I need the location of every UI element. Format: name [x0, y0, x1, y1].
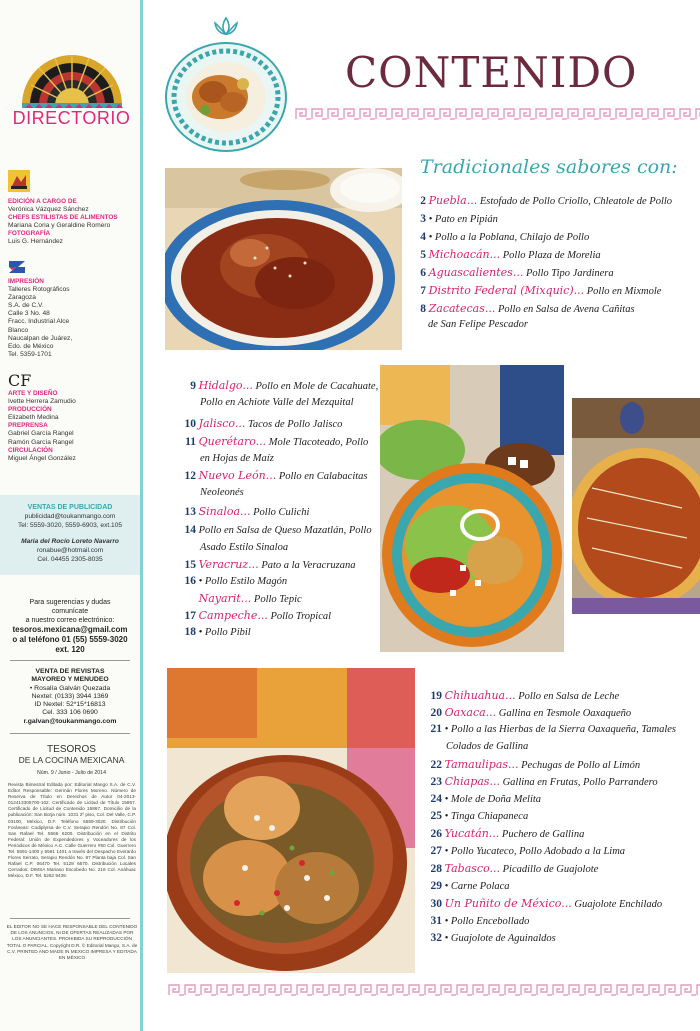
toc-item[interactable]: 10 Jalisco... Tacos de Pollo Jalisco: [184, 417, 343, 430]
directory-sidebar: [0, 0, 143, 1031]
toc-item-continuation: en Hojas de Maíz: [200, 453, 274, 464]
toc-item[interactable]: 13 Sinaloa... Pollo Culichi: [184, 505, 310, 518]
disclaimer: EL EDITOR NO SE HACE RESPONSABLE DEL CONTENIDO DE LOS ANUNCIOS, NI DE OFERTAS REALIZADAS POR LOS ANUNCIANTES. PROHIBIDA SU REPRODUCCIÓN TOTAL O PARCIAL. Copyright D.R. © Editorial Mango, S.A. de C.V. PRINTED AND MADE IN MEXICO IMPRESA Y EDITADA EN MÉXICO: [6, 924, 138, 961]
toc-section-3: [420, 689, 700, 945]
publication-name: TESOROS DE LA COCINA MEXICANA: [18, 744, 125, 765]
toc-item-continuation: Asado Estilo Sinaloa: [200, 542, 289, 553]
divider: [10, 660, 130, 661]
greek-key-border: [168, 984, 700, 996]
toc-item[interactable]: 2 Puebla... Estofado de Pollo Criollo, Chleatole de Pollo: [420, 194, 673, 207]
toc-item[interactable]: 25 • Tinga Chiapaneca: [430, 810, 529, 822]
toc-item[interactable]: 6 Aguascalientes... Pollo Tipo Jardinera: [420, 266, 614, 279]
toc-item[interactable]: 5 Michoacán... Pollo Plaza de Morelia: [420, 248, 601, 261]
toc-item[interactable]: 8 Zacatecas... Pollo en Salsa de Avena Cañitas: [420, 302, 635, 315]
chicken-plate-photo: [165, 42, 287, 152]
toc-item-continuation: de San Felipe Pescador: [428, 319, 529, 330]
toc-item[interactable]: 12 Nuevo León... Pollo en Calabacitas: [184, 469, 368, 482]
issue-number: Núm. 9 / Junio - Julio de 2014: [37, 770, 106, 776]
toc-item[interactable]: Nayarit... Pollo Tepic: [198, 592, 302, 605]
directory-title: DIRECTORIO: [12, 108, 131, 128]
toc-item[interactable]: 7 Distrito Federal (Mixquic)... Pollo en Mixmole: [420, 284, 662, 297]
toc-item[interactable]: 20 Oaxaca... Gallina en Tesmole Oaxaqueño: [430, 706, 632, 719]
toukan-mango-logo-icon: [8, 170, 30, 192]
toc-item[interactable]: 28 Tabasco... Picadillo de Guajolote: [430, 862, 599, 875]
toc-subtitle: Tradicionales sabores con:: [420, 156, 678, 178]
toc-item[interactable]: 4 • Pollo a la Poblana, Chilajo de Pollo: [420, 231, 590, 243]
contact-email-link[interactable]: ronabue@hotmail.com: [36, 547, 104, 554]
toc-item[interactable]: 26 Yucatán... Puchero de Gallina: [430, 827, 585, 840]
suggestions-block: Para sugerencias y dudas comunícate a nuestro correo electrónico: tesoros.mexicana@gmail.com o al teléfono 01 (55) 5559-3020 ext. 120: [12, 599, 128, 654]
sales-email-link[interactable]: r.galvan@toukanmango.com: [23, 717, 117, 725]
ads-email-link[interactable]: publicidad@toukanmango.com: [24, 513, 116, 520]
mole-dish-photo: [165, 168, 402, 350]
toc-item-continuation: Colados de Gallina: [446, 741, 529, 752]
enchilada-dish-photo: [380, 365, 564, 652]
greek-key-border: [295, 108, 700, 120]
toc-item[interactable]: 17 Campeche... Pollo Tropical: [184, 609, 332, 622]
toc-item[interactable]: 32 • Guajolote de Aguinaldos: [430, 932, 556, 944]
toc-section-1: [410, 194, 700, 334]
lotus-ornament-icon: [212, 16, 240, 36]
design-credits-block: ARTE Y DISEÑO Ivette Herrera Zamudio PRODUCCIÓN Elizabeth Medina PREPRENSA Gabriel García Rangel Ramón García Rangel CIRCULACIÓN Miguel Ángel González: [8, 390, 76, 462]
page-title: CONTENIDO: [345, 48, 638, 97]
toc-item[interactable]: 18 • Pollo Pibil: [184, 626, 251, 638]
toc-item[interactable]: 27 • Pollo Yucateco, Pollo Adobado a la Lima: [430, 845, 626, 857]
toc-item[interactable]: 15 Veracruz... Pato a la Veracruzana: [184, 558, 356, 571]
toc-item[interactable]: 11 Querétaro... Mole Tlacoteado, Pollo: [185, 435, 369, 448]
toc-item[interactable]: 24 • Mole de Doña Melita: [430, 793, 542, 805]
toc-item[interactable]: 31 • Pollo Encebollado: [430, 915, 530, 927]
printer-logo-icon: [8, 258, 26, 276]
toc-item[interactable]: 22 Tamaulipas... Pechugas de Pollo al Limón: [430, 758, 641, 771]
printing-block: IMPRESIÓN Talleres Rotográficos Zaragoza S.A. de C.V. Calle 3 No. 48 Fracc. Industrial Alce Blanco Naucalpan de Juárez, Edo. de México Tel. 5359-1701: [8, 278, 73, 358]
side-dish-photo: [572, 398, 700, 614]
toc-item[interactable]: 14 Pollo en Salsa de Queso Mazatlán, Pollo: [184, 524, 372, 536]
divider: [10, 733, 130, 734]
toc-item-continuation: Neoleonés: [200, 487, 244, 498]
toc-item[interactable]: 29 • Carne Polaca: [430, 880, 510, 892]
toc-item[interactable]: 16 • Pollo Estilo Magón: [184, 575, 288, 587]
credits-block: EDICIÓN A CARGO DE Verónica Vázquez Sánchez CHEFS ESTILISTAS DE ALIMENTOS Mariana Coria y Geraldine Romero FOTOGRAFÍA Luis G. Hernández: [8, 198, 118, 246]
turkey-clay-pot-photo: [167, 668, 415, 973]
toc-item[interactable]: 9 Hidalgo... Pollo en Mole de Cacahuate,: [190, 379, 379, 392]
toc-item[interactable]: 23 Chiapas... Gallina en Frutas, Pollo Parrandero: [430, 775, 658, 788]
cf-logo: CF: [8, 371, 32, 390]
advertising-sales-box: VENTAS DE PUBLICIDAD publicidad@toukanmango.com Tel: 5559-3020, 5559-6903, ext.105 María del Rocío Loreto Navarro ronabue@hotmail.com Cel. 04455 2305-8035: [0, 495, 140, 575]
toc-item[interactable]: 30 Un Puñito de México... Guajolote Enchilado: [430, 897, 663, 910]
toc-item[interactable]: 19 Chihuahua... Pollo en Salsa de Leche: [430, 689, 620, 702]
divider: [10, 918, 130, 919]
toc-item-continuation: Pollo en Achiote Valle del Mezquital: [200, 397, 354, 408]
suggestions-email-link[interactable]: tesoros.mexicana@gmail.com: [12, 625, 128, 634]
legal-notice: Revista Bimestral Editada por: Editorial Mango S.A. de C.V. Editor Responsable: Germán Flores Moreno. Número de Reserva de Título en Derechos de Autor 04-2013-012413305700-102. Certificado de Licitud de Título 15867. Certificado de Licitud de Contenido 15867. Domicilio de la publicación: San Borja núm. 1031 2º piso, Col. Del Valle, C.P. 03100, México, D.F. Teléfono 5559-3020. Distribución Foráneas: Codiplyrsa de C.V. Serapio Rendón No. 87 Col. San Rafael Tel. 5566 6200. Distribución en el Distrito Federal: Unión de Expendedores y Voceadores de los Periódicos de México A.C. Calle Guerrero #50 Col. Guerrero Tel. 5591-1400 y 5591 1401 a través del Despacho Everardo Flores Serrato, Serapio Rendón No. 87 Planta baja Col. San Rafael C.P. 06470 Tel. 5128 6670. Distribución Locales Cerrados: DIMSA Mariano Escobedo No. 218 Col. Anáhuac México, D.F. Tel. 5262 9439.: [8, 782, 136, 879]
magazine-sales-block: VENTA DE REVISTAS MAYOREO Y MENUDEO • Rosalía Galván Quezada Nextel: (0133) 3944 1369 ID Nextel: 52*15*16813 Cel. 333 106 0690 r.galvan@toukanmango.com: [0, 668, 140, 726]
mexican-fan-emblem-icon: [17, 30, 127, 110]
toc-item[interactable]: 3 • Pato en Pipián: [420, 213, 498, 225]
toc-item[interactable]: 21 • Pollo a las Hierbas de la Sierra Oaxaqueña, Tamales: [430, 723, 676, 735]
toc-section-2: [180, 379, 379, 641]
